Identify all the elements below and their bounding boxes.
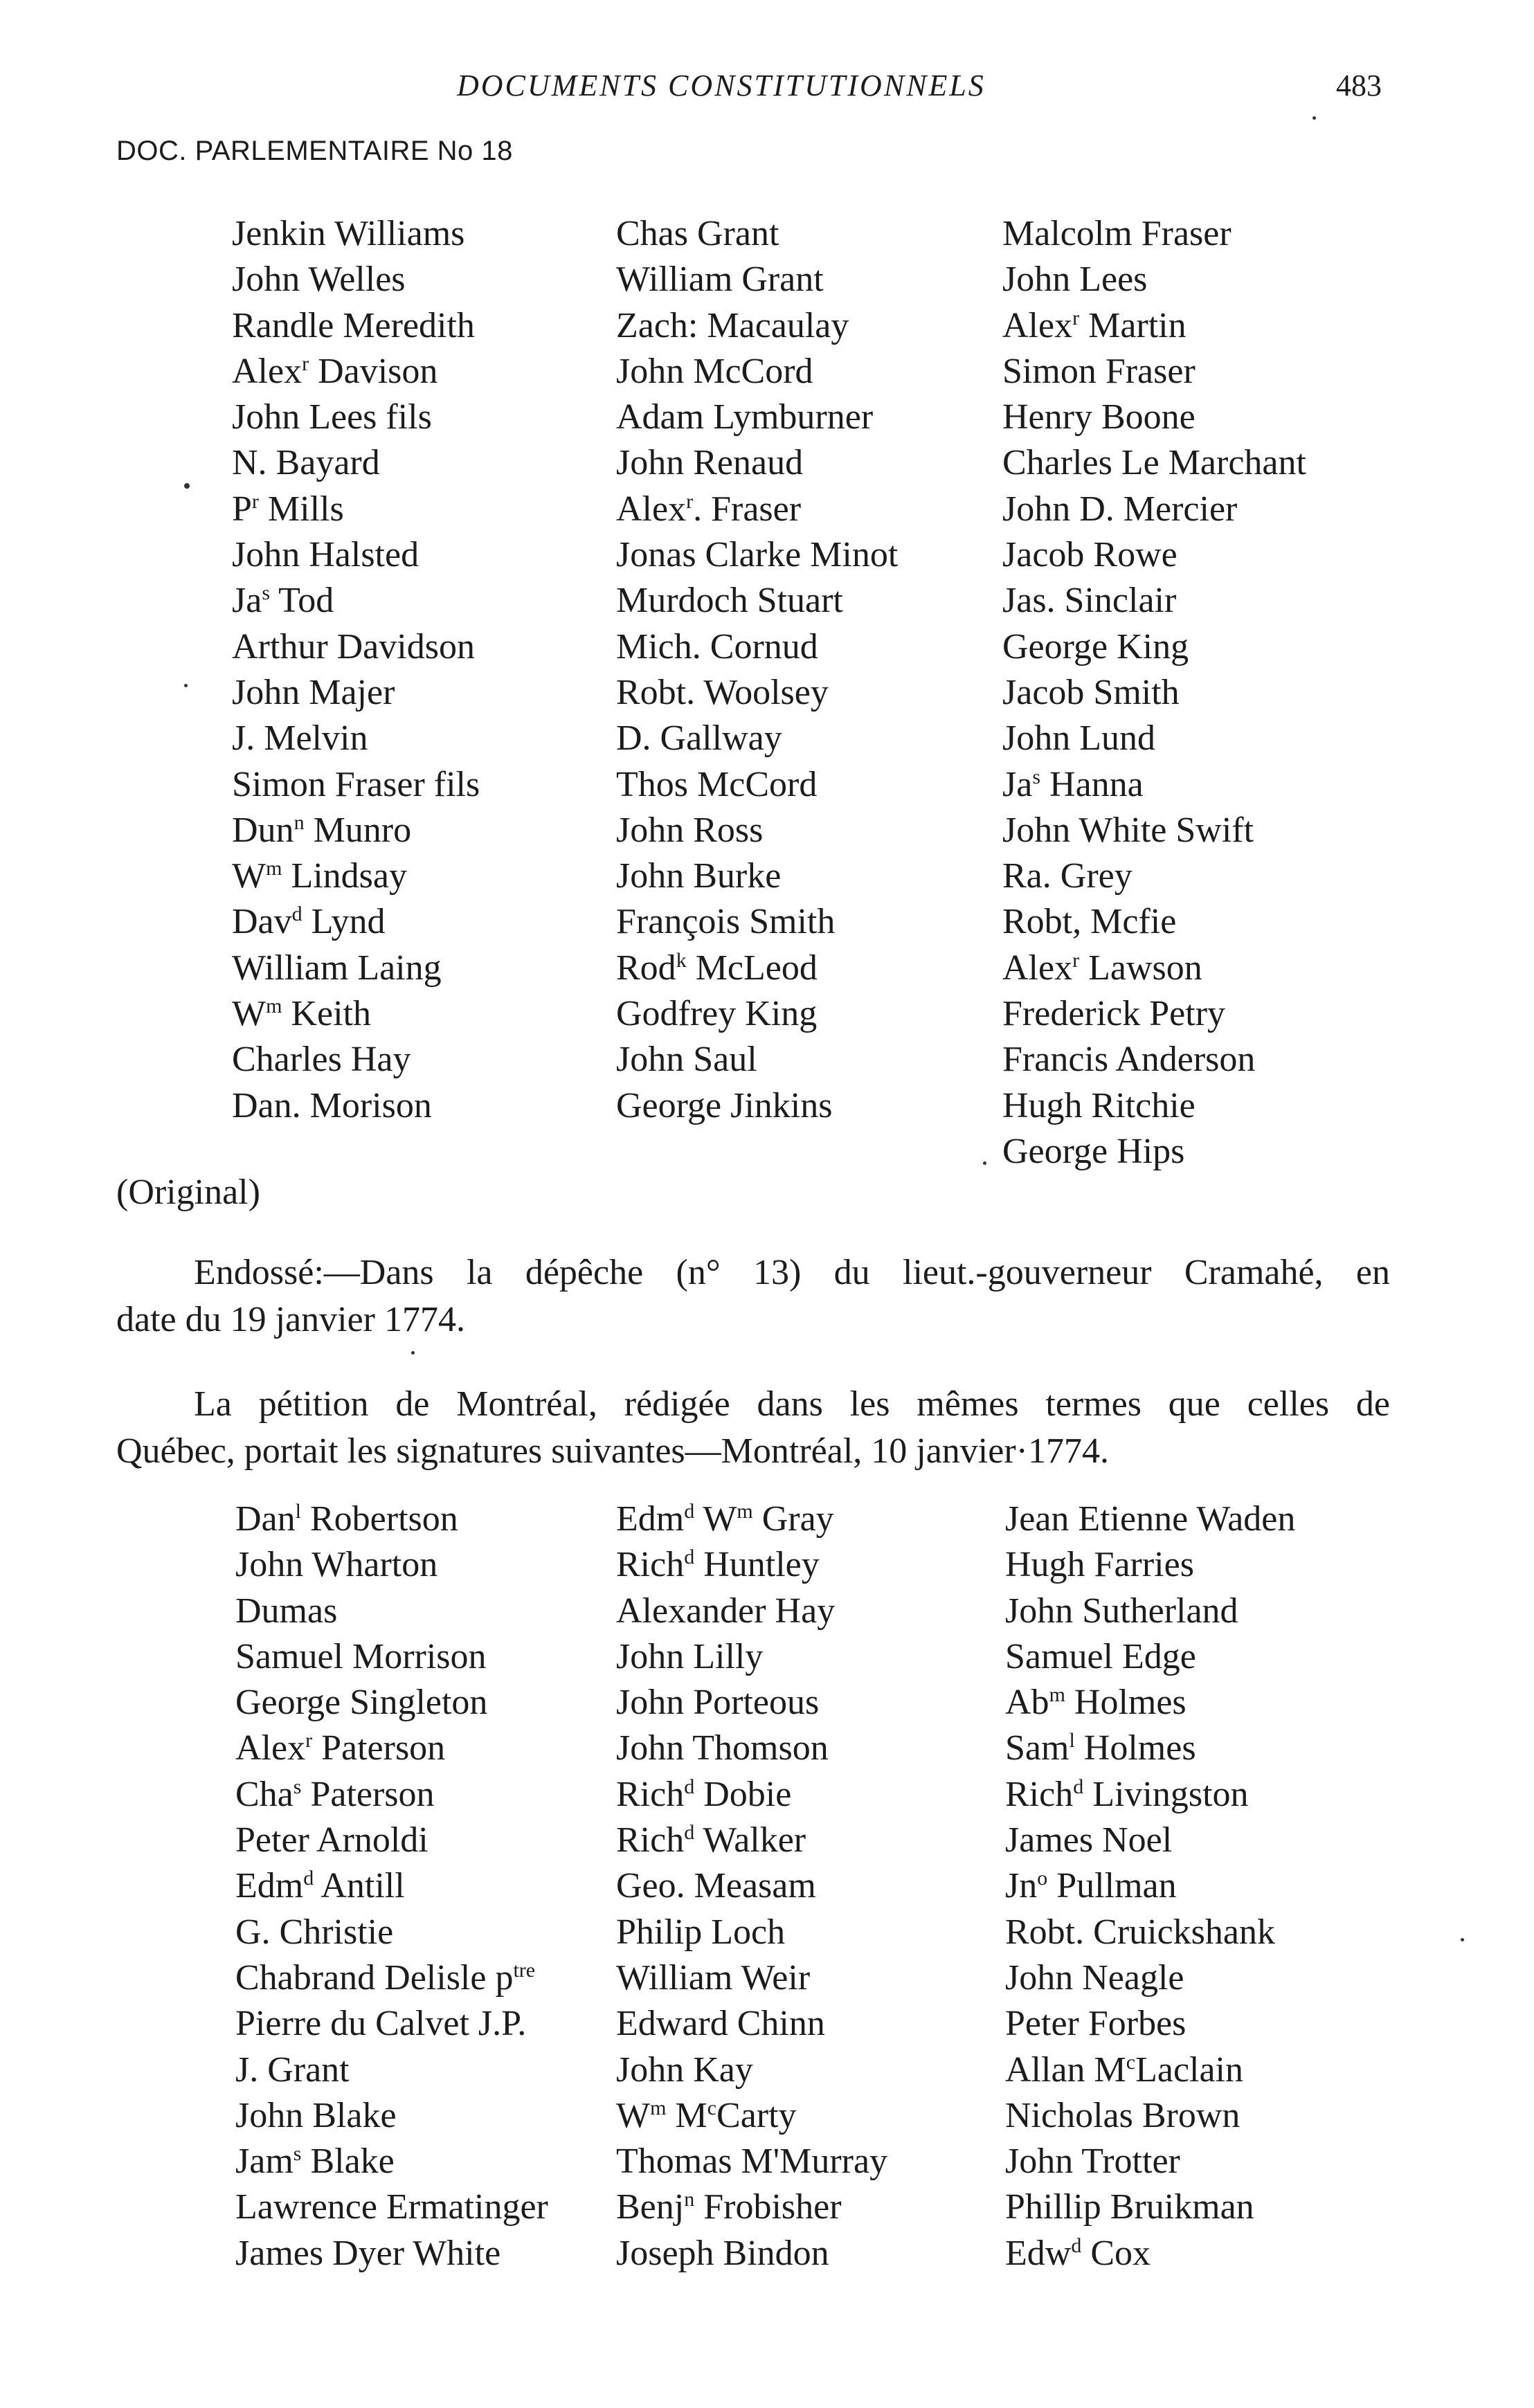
signature-name: James Noel [1005,1820,1173,1861]
signature-name: Alex$^r$. Fraser [616,489,802,529]
signature-name: Mich. Cornud [616,626,818,667]
signature-name: Robt, Mcfie [1002,902,1177,942]
signature-name: John Burke [616,856,782,896]
signature-name: Thomas M'Murray [616,2142,888,2182]
signature-name: John D. Mercier [1002,489,1238,529]
signature-name: John Lees fils [232,397,432,437]
signature-name: Jn$^o$ Pullman [1005,1866,1177,1906]
original-note: (Original) [116,1173,260,1212]
signature-name: Robt. Woolsey [616,672,829,712]
signature-name: Dun$^n$ Munro [232,810,412,850]
signature-name: John Halsted [232,535,419,575]
signature-column-3 [1002,211,1306,1175]
signature-name: Randle Meredith [232,305,475,345]
signature-name: John Lees [1002,260,1148,300]
signature-name: Alex$^r$ Martin [1002,305,1186,345]
signature-name: Simon Fraser [1002,351,1195,391]
signature-name: Nicholas Brown [1005,2095,1240,2135]
signature-name: $W^m$ $M^cCarty$ [616,2095,797,2135]
signature-name: N. Bayard [232,443,380,483]
paragraph-line: Québec, portait les signatures suivantes—Montréal, 10 janvier·1774. [116,1431,1109,1471]
signature-name: Edm$^d$ $W^m$ Gray [616,1499,834,1539]
signature-name: Philip Loch [616,1912,786,1952]
signature-name: Jas. Sinclair [1002,581,1177,621]
signature-name: Hugh Ritchie [1002,1085,1195,1125]
signature-name: John White Swift [1002,810,1254,850]
page-number: 483 [1336,69,1382,102]
signature-name: John Trotter [1005,2142,1180,2182]
signature-name: G. Christie [235,1912,394,1952]
signature-name: James Dyer White [235,2233,501,2273]
signature-name: John Sutherland [1005,1591,1238,1631]
signature-name: George Jinkins [616,1085,833,1125]
signature-column-3 [1005,1496,1295,2276]
signature-name: François Smith [616,902,836,942]
signature-name: Lawrence Ermatinger [235,2187,548,2227]
paragraph-line: Endossé:—Dans la dépêche (n° 13) du lieut.-gouverneur Cramahé, en [194,1253,1390,1292]
signature-name: $P^r$ Mills [232,489,344,529]
signature-name: Dan$^l$ Robertson [235,1499,458,1539]
signature-name: Jam$^s$ Blake [235,2142,395,2182]
signature-name: Charles Hay [232,1040,411,1080]
signature-name: Ra. Grey [1002,856,1133,896]
signature-name: Adam Lymburner [616,397,874,437]
scan-speck [983,1161,986,1165]
signature-name: John Majer [232,672,395,712]
signature-name: Jean Etienne Waden [1005,1499,1296,1539]
signature-name: Jacob Rowe [1002,535,1177,575]
signature-name: William Grant [616,260,824,300]
signature-name: John Porteous [616,1683,820,1723]
signature-name: Cha$^s$ Paterson [235,1774,435,1814]
signature-name: Charles Le Marchant [1002,443,1306,483]
signature-name: Edward Chinn [616,2004,825,2044]
signature-name: Jonas Clarke Minot [616,535,899,575]
signature-name: John Saul [616,1040,757,1080]
signature-name: John Welles [232,260,406,300]
signature-name: Malcolm Fraser [1002,214,1231,253]
running-title: DOCUMENTS CONSTITUTIONNELS [457,69,986,102]
signature-name: George Hips [1002,1131,1185,1171]
scan-speck [1312,116,1316,120]
signature-name: Allan $M^cLaclain$ [1005,2049,1243,2090]
signature-name: Rich$^d$ Huntley [616,1545,820,1585]
scan-speck [411,1351,415,1355]
signature-name: Chas Grant [616,214,779,253]
signature-name: Dumas [235,1591,338,1631]
signature-name: Henry Boone [1002,397,1195,437]
signature-name: John Wharton [235,1545,438,1585]
signature-name: John Blake [235,2095,397,2135]
signature-name: Edw$^d$ Cox [1005,2233,1151,2273]
signature-name: Sam$^l$ Holmes [1005,1728,1196,1768]
signature-name: J. Grant [235,2049,350,2090]
signature-name: John Ross [616,810,764,850]
signature-name: Pierre du Calvet J.P. [235,2004,527,2044]
signature-name: Rod$^k$ McLeod [616,948,818,988]
signature-name: John Lilly [616,1636,764,1676]
signature-name: John Kay [616,2049,753,2090]
signature-name: George King [1002,626,1189,667]
signature-name: Ab$^m$ Holmes [1005,1683,1186,1723]
scan-speck [1461,1938,1464,1941]
signature-name: Benj$^n$ Frobisher [616,2187,842,2227]
signature-name: Simon Fraser fils [232,764,480,804]
signature-name: Geo. Measam [616,1866,816,1906]
signature-name: Frederick Petry [1002,994,1226,1034]
running-head [0,68,1534,109]
signature-name: Chabrand Delisle $p^{tre}$ [235,1957,536,1998]
signature-name: John Renaud [616,443,804,483]
signature-column-1 [235,1496,548,2276]
signature-name: Ja$^s$ Hanna [1002,764,1144,804]
signature-name: J. Melvin [232,718,368,759]
signature-name: Peter Arnoldi [235,1820,428,1861]
endorsement-paragraph [116,1249,1390,1343]
signature-name: Samuel Morrison [235,1636,487,1676]
signature-name: Peter Forbes [1005,2004,1186,2044]
signature-name: Ja$^s$ Tod [232,581,334,621]
montreal-intro-paragraph [116,1381,1390,1475]
signature-column-1 [232,211,480,1129]
signature-name: $W^m$ Keith [232,994,371,1034]
signature-name: $W^m$ Lindsay [232,856,407,896]
signature-name: D. Gallway [616,718,782,759]
scan-speck [184,483,190,489]
scan-speck [184,684,188,687]
paragraph-line: date du 19 janvier 1774. [116,1300,465,1339]
signature-name: Robt. Cruickshank [1005,1912,1275,1952]
signature-name: Rich$^d$ Livingston [1005,1774,1249,1814]
signature-name: Dan. Morison [232,1085,432,1125]
signature-name: Alex$^r$ Lawson [1002,948,1202,988]
document-label: DOC. PARLEMENTAIRE No 18 [116,136,513,166]
signature-name: Francis Anderson [1002,1040,1256,1080]
signature-name: William Laing [232,948,442,988]
signature-name: John Lund [1002,718,1155,759]
signature-column-2 [616,211,898,1129]
signature-name: Samuel Edge [1005,1636,1196,1676]
signature-name: Edm$^d$ Antill [235,1866,405,1906]
signature-name: John McCord [616,351,813,391]
signature-name: Murdoch Stuart [616,581,843,621]
signature-name: Jacob Smith [1002,672,1180,712]
signature-name: Alex$^r$ Davison [232,351,438,391]
signature-name: Arthur Davidson [232,626,475,667]
signature-name: Rich$^d$ Walker [616,1820,806,1861]
signature-name: John Neagle [1005,1957,1184,1998]
paragraph-line: La pétition de Montréal, rédigée dans les mêmes termes que celles de [194,1384,1390,1424]
signature-name: Dav$^d$ Lynd [232,902,386,942]
signature-name: Thos McCord [616,764,818,804]
signature-name: John Thomson [616,1728,829,1768]
signature-column-2 [616,1496,887,2276]
signature-name: Alexander Hay [616,1591,836,1631]
signature-name: Joseph Bindon [616,2233,829,2273]
signature-name: William Weir [616,1957,811,1998]
signature-name: George Singleton [235,1683,488,1723]
signature-name: Hugh Farries [1005,1545,1194,1585]
signature-name: Godfrey King [616,994,818,1034]
signature-name: Jenkin Williams [232,214,465,253]
signature-name: Rich$^d$ Dobie [616,1774,792,1814]
signature-name: Phillip Bruikman [1005,2187,1254,2227]
signature-name: Zach: Macaulay [616,305,849,345]
signature-name: Alex$^r$ Paterson [235,1728,446,1768]
